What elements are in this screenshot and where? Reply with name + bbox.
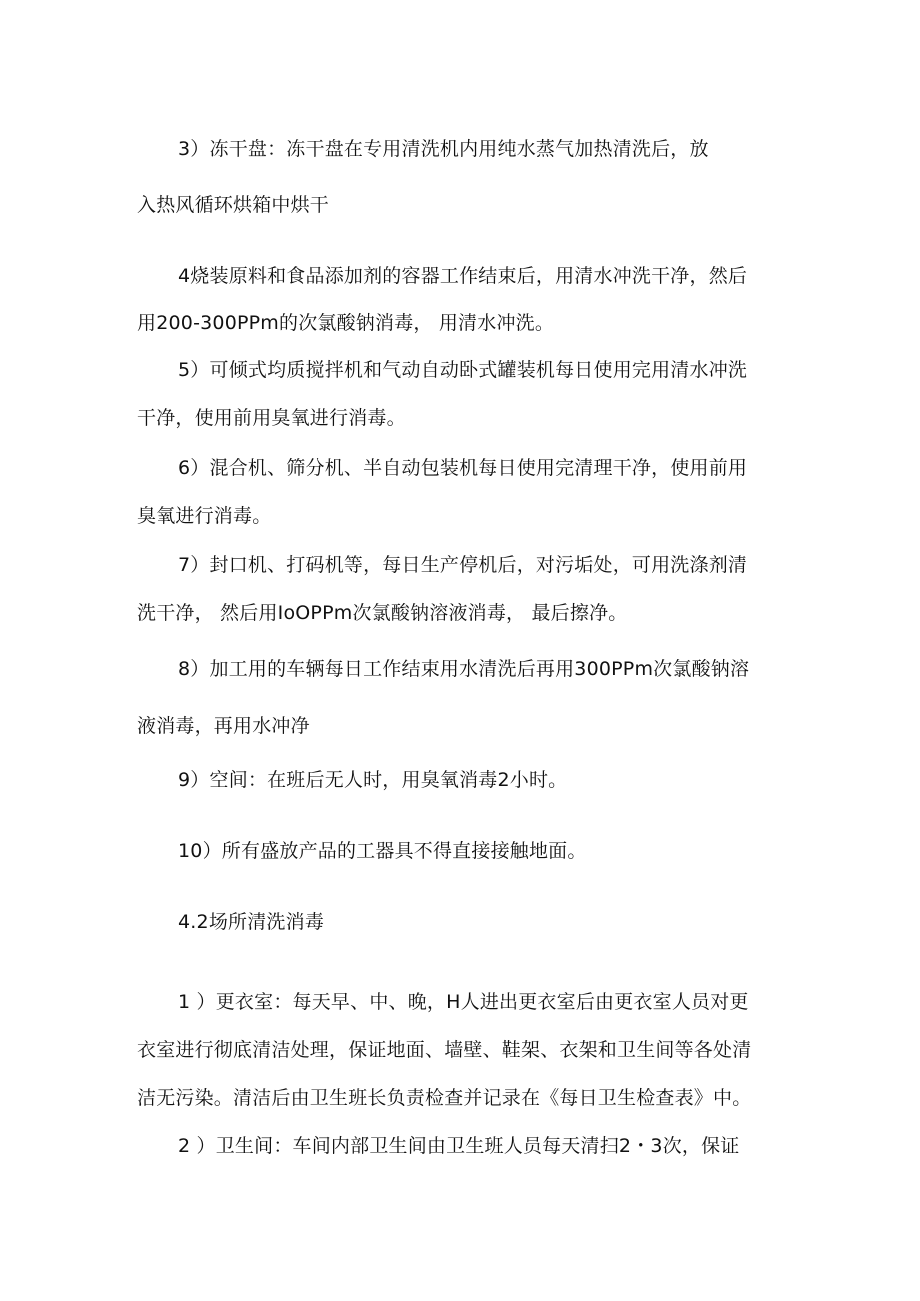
section-heading-4-2: 4.2场所清洗消毒	[178, 911, 325, 933]
paragraph-4-line-1: 4烧装原料和食品添加剂的容器工作结束后，用清水冲洗干净，然后	[178, 265, 748, 287]
paragraph-3-line-1: 3）冻干盘：冻干盘在专用清洗机内用纯水蒸气加热清洗后，放	[178, 138, 709, 160]
paragraph-9: 9）空间：在班后无人时，用臭氧消毒2小时。	[178, 769, 568, 791]
paragraph-5-line-2: 干净，使用前用臭氧进行消毒。	[137, 407, 406, 429]
section-4-2-item-1-line-2: 衣室进行彻底清洁处理，保证地面、墙壁、鞋架、衣架和卫生间等各处清	[137, 1039, 752, 1061]
paragraph-6-line-1: 6）混合机、筛分机、半自动包装机每日使用完清理干净，使用前用	[178, 457, 748, 479]
section-4-2-item-2-line-1: 2 ）卫生间：车间内部卫生间由卫生班人员每天清扫2・3次，保证	[178, 1135, 740, 1157]
paragraph-6-line-2: 臭氧进行消毒。	[137, 505, 272, 527]
section-4-2-item-1-line-1: 1 ）更衣室：每天早、中、晚，H人进出更衣室后由更衣室人员对更	[178, 991, 749, 1013]
paragraph-4-line-2: 用200-300PPm的次氯酸钠消毒， 用清水冲洗。	[137, 312, 555, 334]
paragraph-7-line-1: 7）封口机、打码机等，每日生产停机后，对污垢处，可用洗涤剂清	[178, 554, 748, 576]
section-4-2-item-1-line-3: 洁无污染。清洁后由卫生班长负责检查并记录在《每日卫生检查表》中。	[137, 1087, 752, 1109]
paragraph-3-line-2: 入热风循环烘箱中烘干	[137, 194, 330, 216]
paragraph-10: 10）所有盛放产品的工器具不得直接接触地面。	[178, 840, 587, 862]
paragraph-5-line-1: 5）可倾式均质搅拌机和气动自动卧式罐装机每日使用完用清水冲洗	[178, 359, 748, 381]
paragraph-7-line-2: 洗干净， 然后用IoOPPm次氯酸钠溶液消毒， 最后擦净。	[137, 602, 628, 624]
paragraph-8-line-2: 液消毒，再用水冲净	[137, 715, 310, 737]
paragraph-8-line-1: 8）加工用的车辆每日工作结束用水清洗后再用300PPm次氯酸钠溶	[178, 658, 750, 680]
